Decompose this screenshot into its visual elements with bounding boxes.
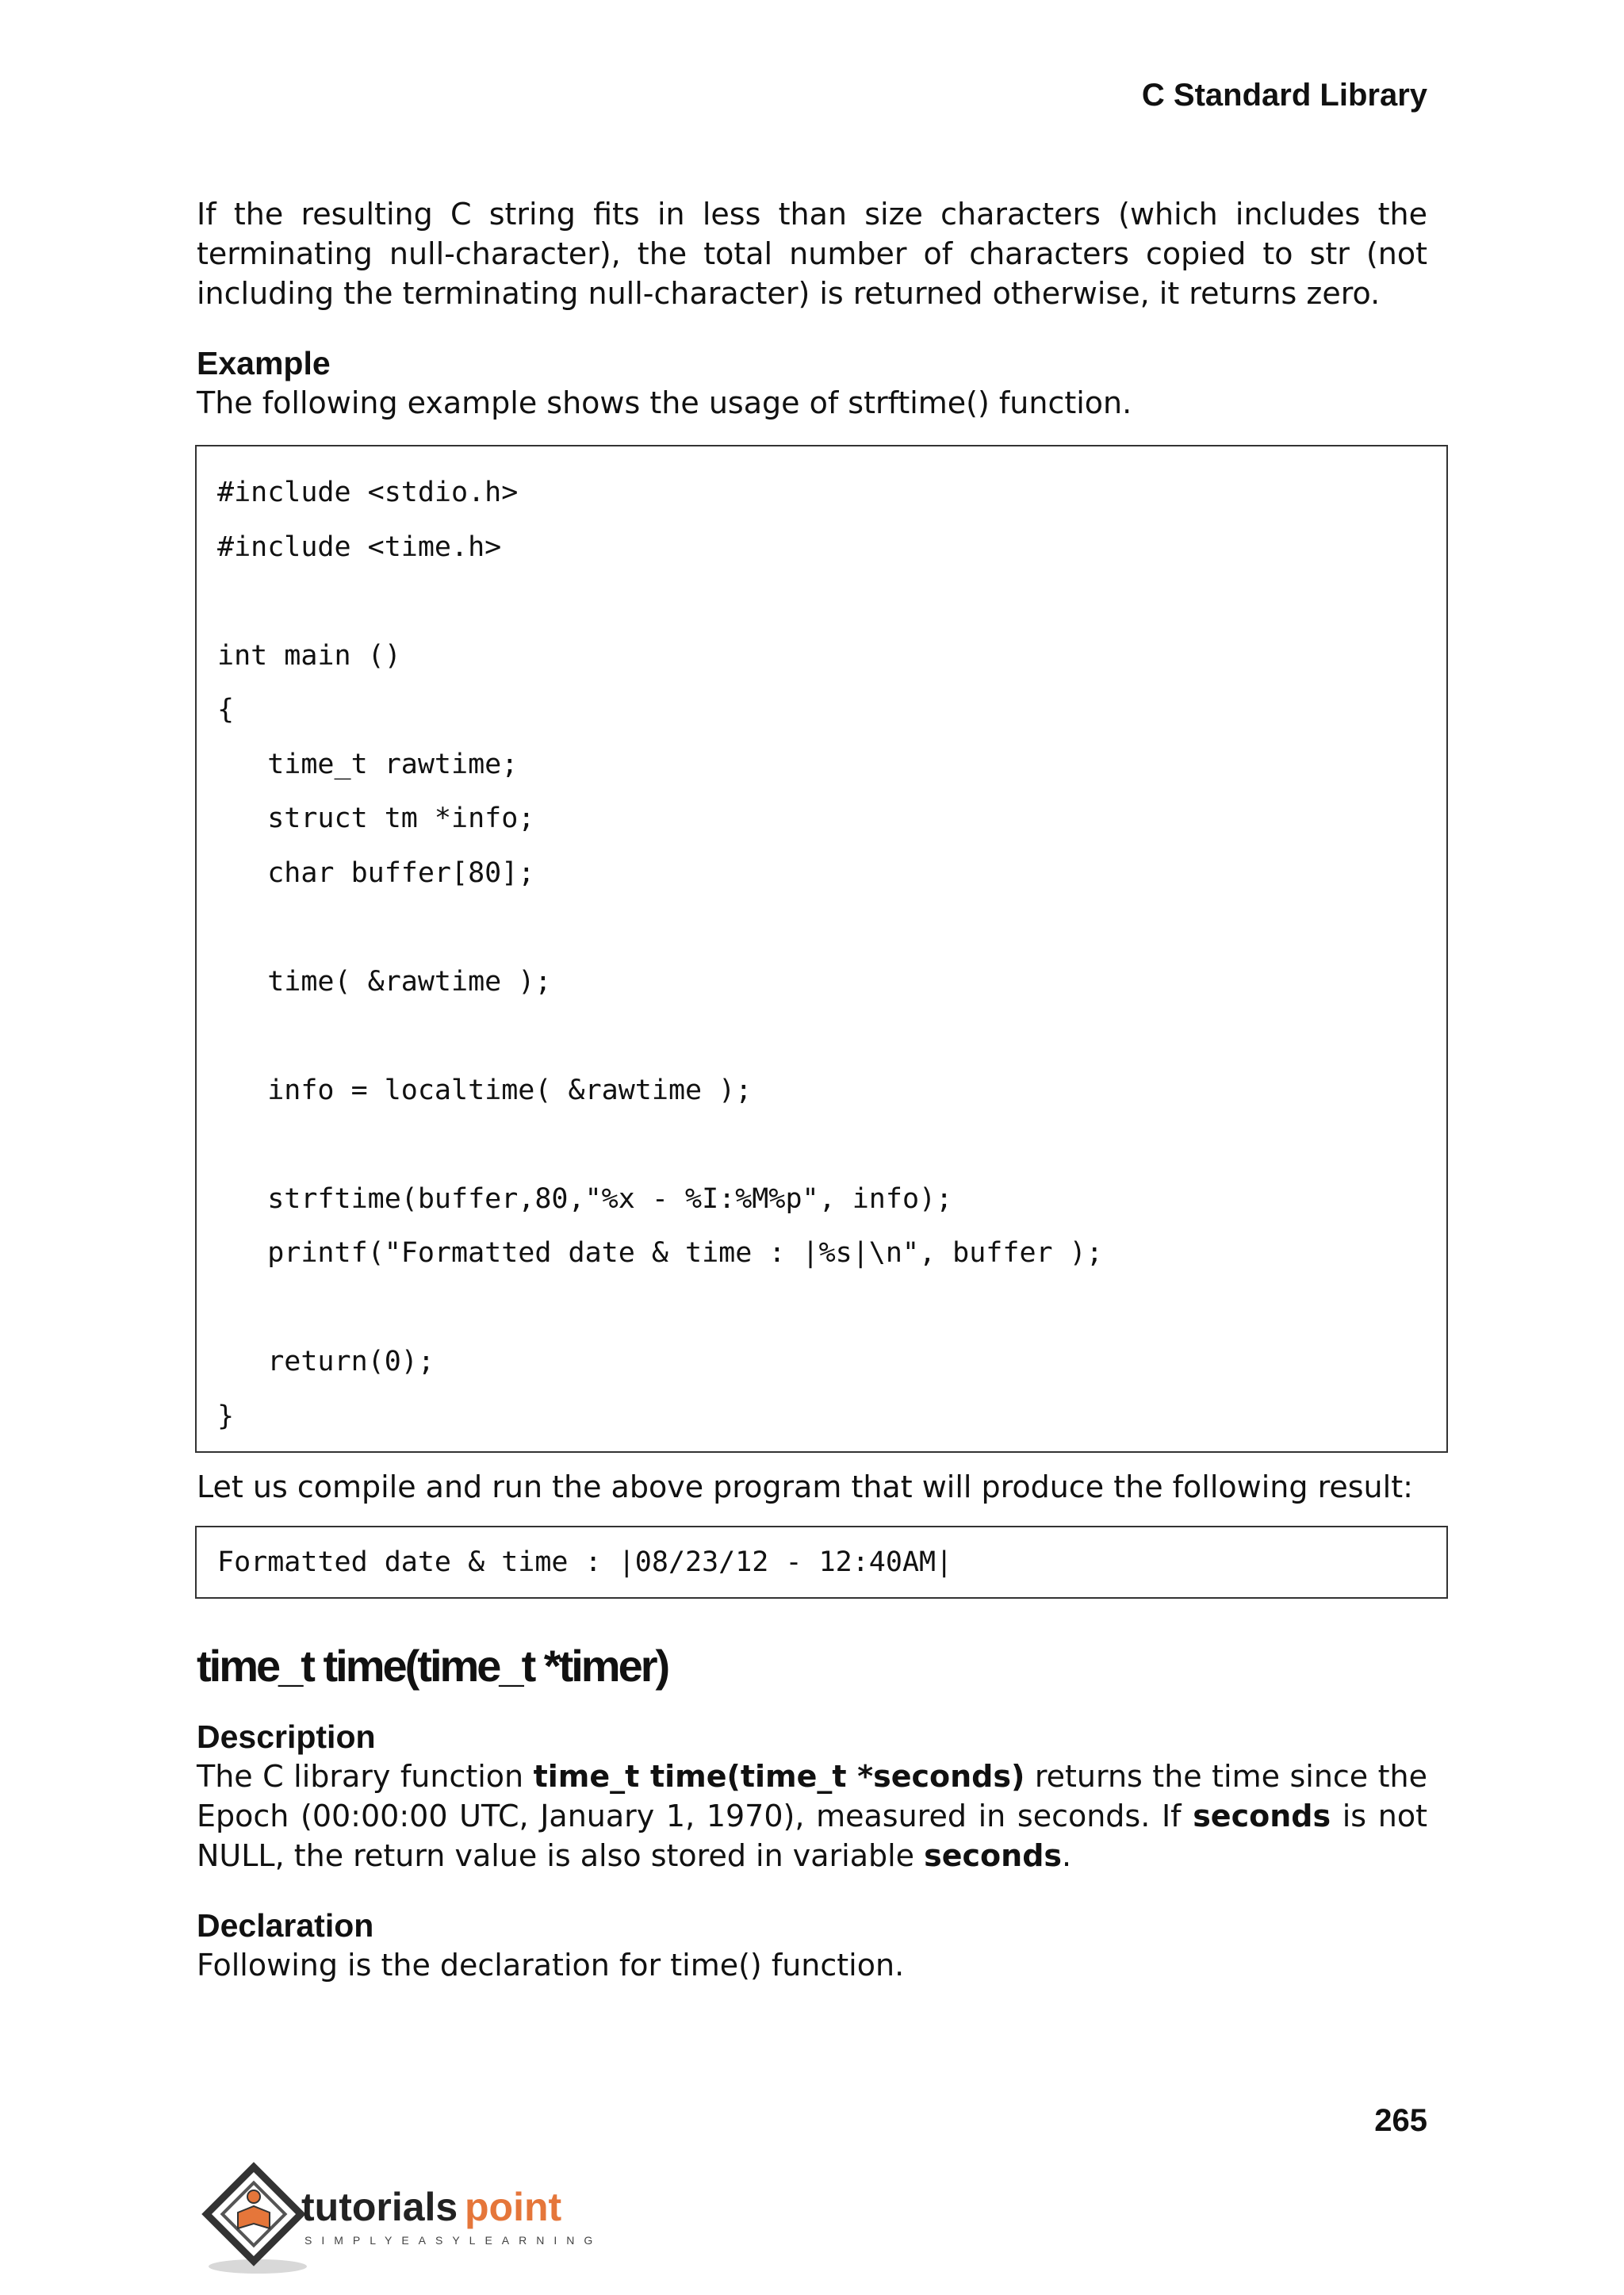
code-line: return(0); — [217, 1346, 435, 1377]
tutorialspoint-logo — [198, 2165, 603, 2276]
desc-text: is not NULL, the return value is also stored in variable — [197, 1799, 1427, 1873]
intro-paragraph: If the resulting C string fits in less than size characters (which includes the terminating null-character), the total number of characters copied to str (not including the terminating null-character) is returned otherwise, it returns zero. — [197, 197, 1427, 311]
desc-text: The C library function — [197, 1759, 534, 1794]
code-line: char buffer[80]; — [217, 856, 535, 889]
code-line: struct tm *info; — [217, 803, 535, 834]
page-number: 265 — [1374, 2103, 1427, 2138]
code-line: int main () — [217, 639, 401, 672]
example-heading: Example — [197, 345, 331, 381]
code-line: info = localtime( &rawtime ); — [217, 1074, 753, 1106]
declaration-heading: Declaration — [197, 1907, 374, 1944]
section-title: time_t time(time_t *timer) — [197, 1641, 668, 1691]
output-line: Formatted date & time : |08/23/12 - 12:40AM| — [217, 1546, 953, 1578]
code-line: time_t rawtime; — [217, 748, 519, 780]
logo-tagline: SIMPLYEASYLEARNING — [304, 2234, 603, 2247]
output-block — [195, 1526, 1448, 1599]
person-icon — [247, 2190, 260, 2203]
code-block — [195, 445, 1448, 1453]
description-paragraph — [197, 1757, 1427, 1875]
result-text: Let us compile and run the above program that will produce the following result: — [197, 1469, 1413, 1504]
desc-bold-signature: time_t time(time_t *seconds) — [533, 1759, 1025, 1794]
code-line: strftime(buffer,80,"%x - %I:%M%p", info); — [217, 1182, 953, 1215]
desc-text: returns the time since the Epoch (00:00:00 UTC, January 1, 1970), measured in seconds. If — [197, 1759, 1428, 1833]
code-line: } — [217, 1400, 235, 1432]
code-line: time( &rawtime ); — [217, 965, 552, 998]
declaration-text: Following is the declaration for time() function. — [197, 1948, 905, 1983]
code-line: #include <time.h> — [217, 531, 502, 563]
desc-text: . — [1062, 1838, 1072, 1873]
desc-bold-seconds: seconds — [924, 1838, 1063, 1873]
code-line — [217, 574, 1446, 629]
code-line: printf("Formatted date & time : |%s|\n", buffer ); — [217, 1237, 1103, 1269]
logo-word-point: point — [465, 2185, 562, 2229]
logo-word-tutorials: tutorials — [301, 2185, 458, 2229]
code-line: #include <stdio.h> — [217, 477, 519, 508]
description-heading: Description — [197, 1718, 376, 1755]
code-line — [217, 1117, 1446, 1172]
running-header: C Standard Library — [1141, 78, 1427, 113]
code-line — [217, 900, 1446, 955]
code-line — [217, 1009, 1446, 1063]
desc-bold-seconds: seconds — [1193, 1799, 1331, 1833]
example-text: The following example shows the usage of strftime() function. — [197, 385, 1132, 420]
code-line — [217, 1281, 1446, 1335]
code-line: { — [217, 694, 235, 726]
page-content — [197, 194, 1427, 1985]
